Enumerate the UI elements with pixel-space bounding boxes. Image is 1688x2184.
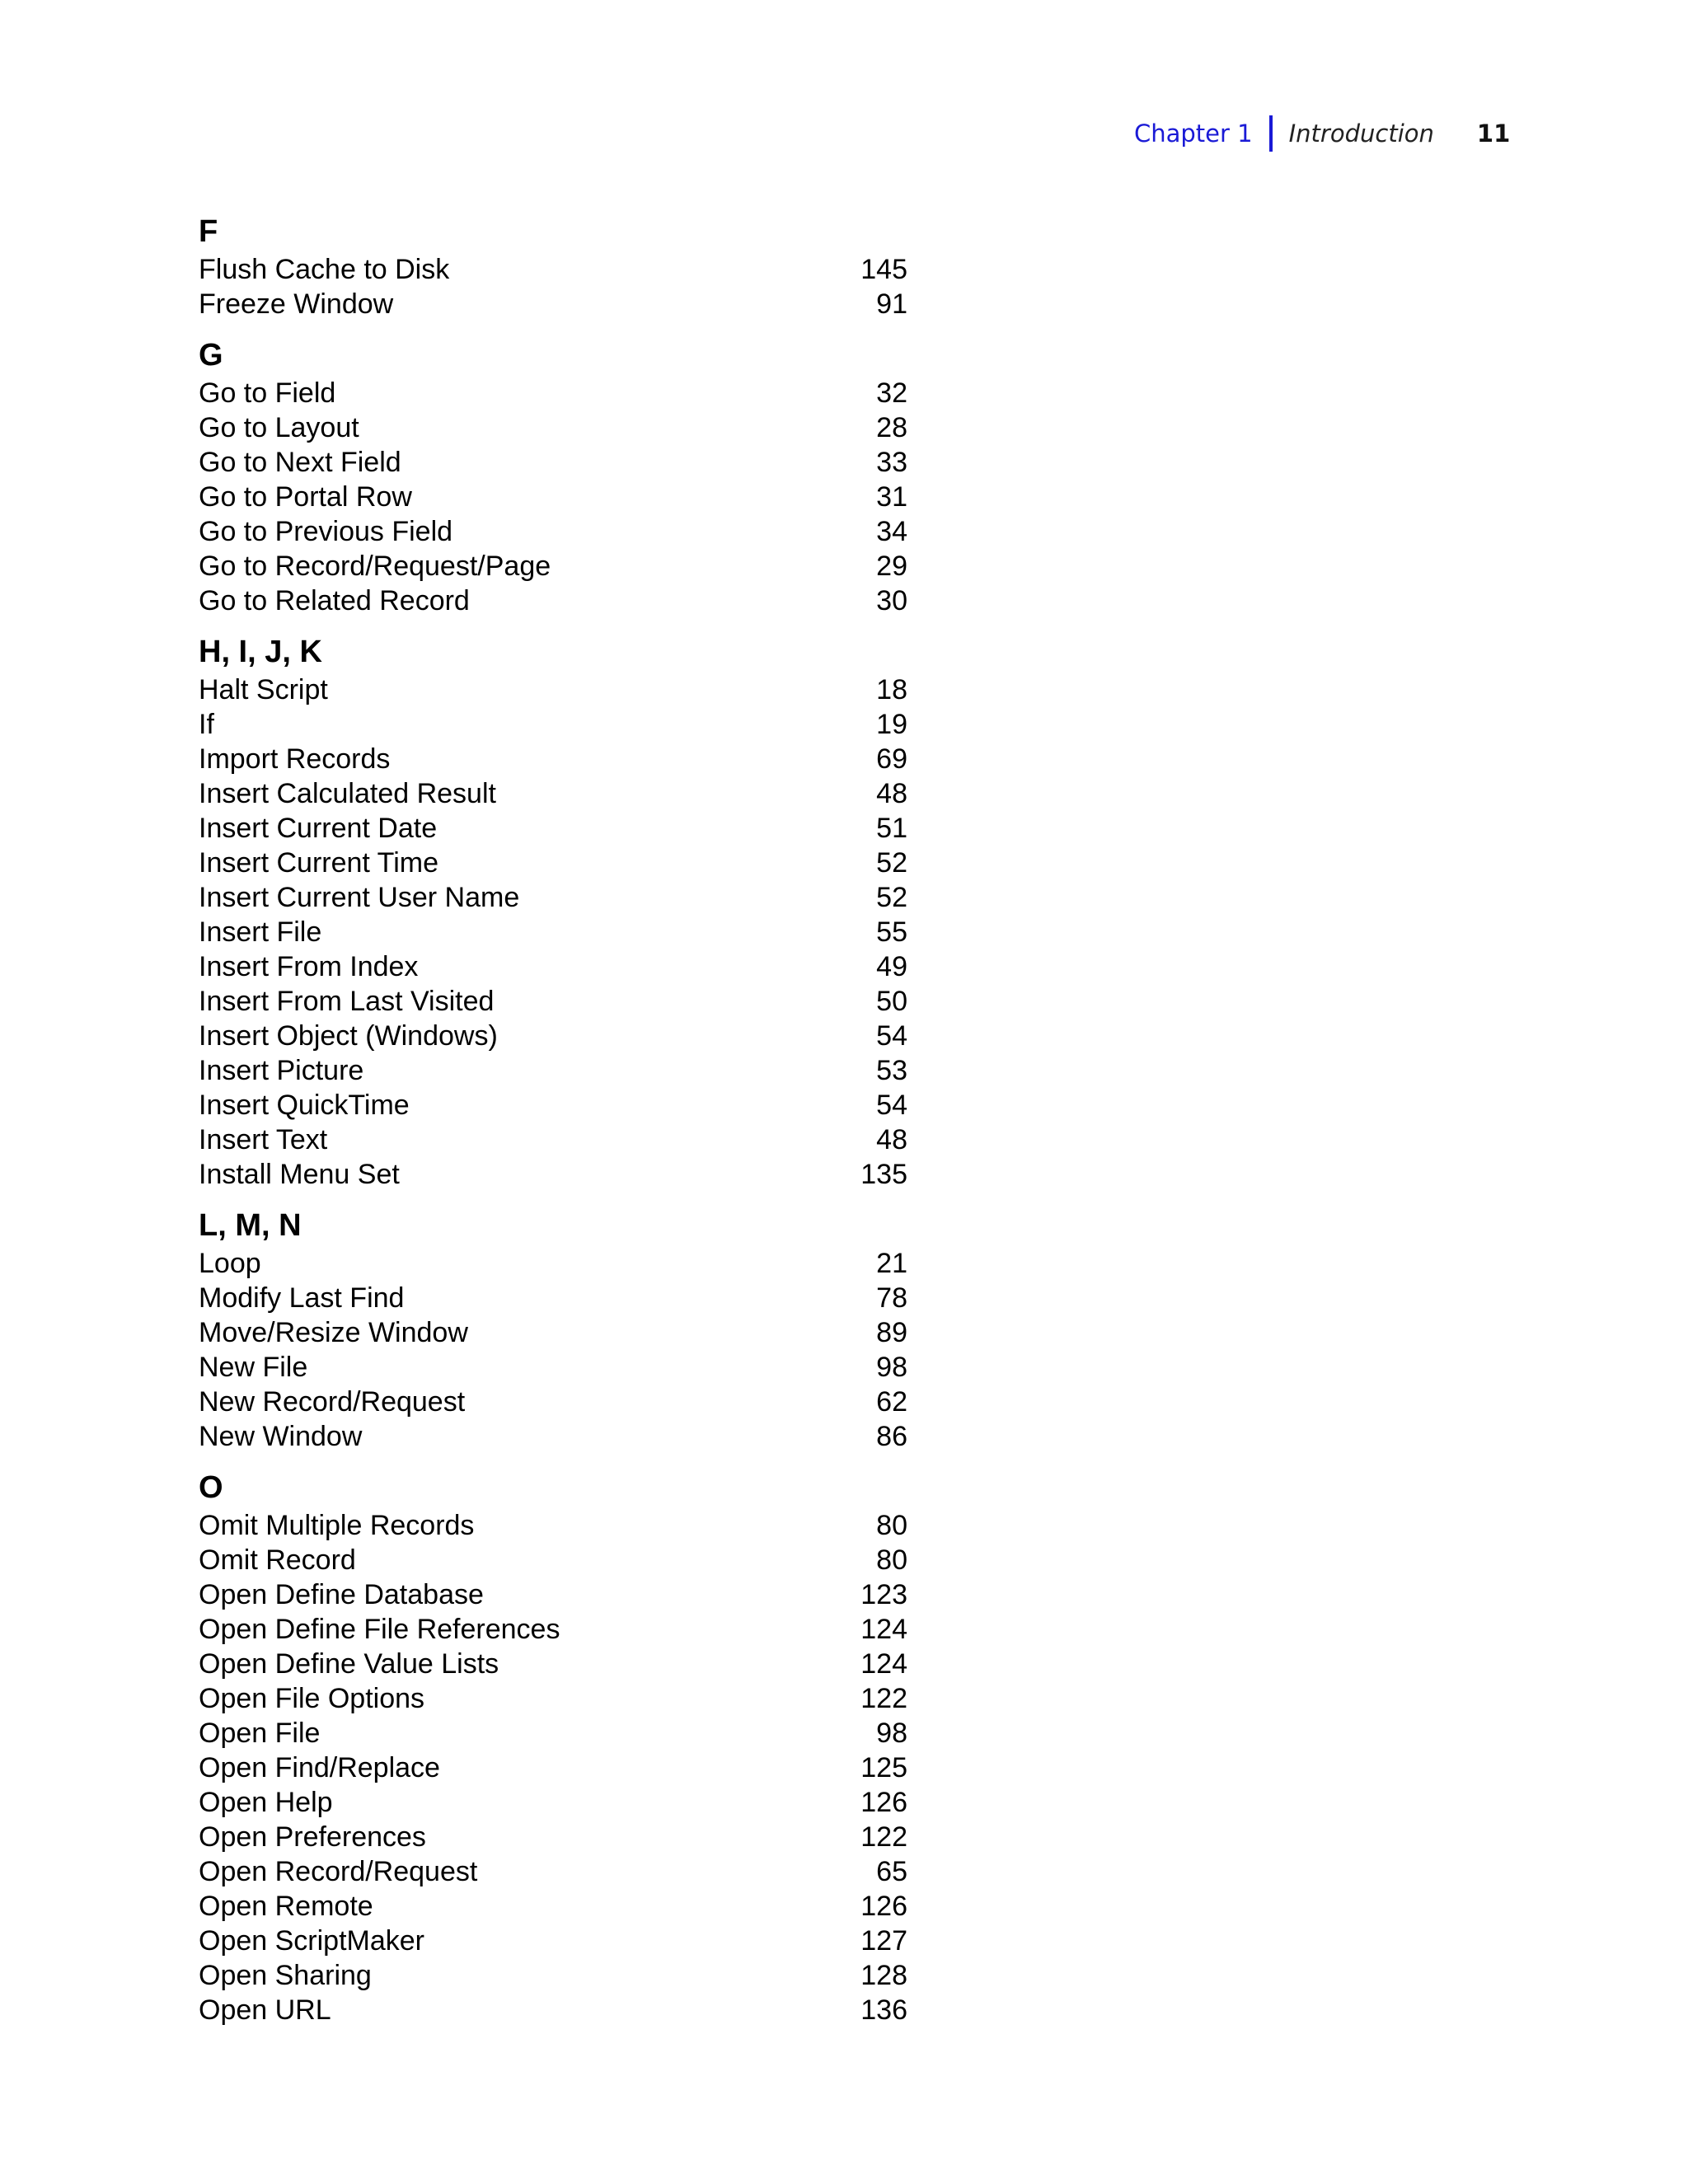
entry-page-number: 91 — [876, 288, 907, 320]
index-entry — [199, 1785, 907, 1820]
entry-page-number: 54 — [876, 1020, 907, 1052]
entry-label: Go to Next Field — [199, 447, 401, 478]
entry-label: Insert Text — [199, 1124, 328, 1155]
entry-label: Move/Resize Window — [199, 1317, 468, 1348]
index-entry — [199, 846, 907, 880]
index-entry — [199, 1350, 907, 1385]
entry-label: Modify Last Find — [199, 1282, 405, 1314]
index-entry — [199, 1577, 907, 1612]
chapter-title: Introduction — [1288, 119, 1434, 148]
index-entry — [199, 1246, 907, 1281]
index-entry — [199, 1053, 907, 1088]
entry-page-number: 29 — [876, 551, 907, 582]
entry-page-number: 78 — [876, 1282, 907, 1314]
index-entry — [199, 1508, 907, 1543]
entry-page-number: 30 — [876, 585, 907, 616]
entry-label: Open Help — [199, 1787, 333, 1818]
entry-page-number: 31 — [876, 481, 907, 513]
entry-page-number: 89 — [876, 1317, 907, 1348]
entry-label: Open ScriptMaker — [199, 1925, 424, 1957]
entry-page-number: 52 — [876, 847, 907, 879]
entry-label: If — [199, 709, 214, 740]
entry-page-number: 21 — [876, 1248, 907, 1279]
entry-page-number: 136 — [860, 1994, 907, 2026]
index-entry — [199, 1419, 907, 1454]
entry-label: Insert QuickTime — [199, 1090, 410, 1121]
entry-label: Insert Calculated Result — [199, 778, 496, 809]
section-letter-heading: O — [199, 1470, 223, 1505]
index-entry — [199, 1750, 907, 1785]
entry-page-number: 48 — [876, 1124, 907, 1155]
index-entry — [199, 583, 907, 618]
entry-label: Open File Options — [199, 1683, 425, 1714]
entry-page-number: 28 — [876, 412, 907, 443]
index-entry — [199, 949, 907, 984]
entry-label: Go to Record/Request/Page — [199, 551, 551, 582]
index-entry — [199, 1820, 907, 1854]
index-entry — [199, 880, 907, 915]
entry-label: Install Menu Set — [199, 1159, 400, 1190]
entry-label: Open Define Value Lists — [199, 1648, 499, 1680]
index-entry — [199, 1681, 907, 1716]
index-entry — [199, 252, 907, 287]
entry-page-number: 125 — [860, 1752, 907, 1783]
entry-label: Flush Cache to Disk — [199, 254, 450, 285]
index-entry — [199, 480, 907, 514]
index-entry — [199, 673, 907, 707]
index-entry — [199, 1019, 907, 1053]
entry-label: Open Preferences — [199, 1821, 426, 1853]
entry-label: Insert Picture — [199, 1055, 364, 1086]
entry-page-number: 124 — [860, 1648, 907, 1680]
index-entry — [199, 1889, 907, 1924]
index-entry — [199, 1958, 907, 1993]
entry-label: Insert Current Time — [199, 847, 438, 879]
entry-label: Insert Object (Windows) — [199, 1020, 498, 1052]
index-entry — [199, 1924, 907, 1958]
index-entry — [199, 445, 907, 480]
entry-label: Go to Previous Field — [199, 516, 453, 547]
entry-label: Go to Field — [199, 377, 336, 409]
entry-page-number: 86 — [876, 1421, 907, 1452]
index-entry — [199, 742, 907, 776]
entry-page-number: 122 — [860, 1683, 907, 1714]
index-entry — [199, 1993, 907, 2027]
index-entry — [199, 1716, 907, 1750]
entry-page-number: 127 — [860, 1925, 907, 1957]
index-entry — [199, 1647, 907, 1681]
index-entry — [199, 984, 907, 1019]
entry-label: Insert Current User Name — [199, 882, 520, 913]
index-entry — [199, 1315, 907, 1350]
entry-page-number: 48 — [876, 778, 907, 809]
index-entry — [199, 776, 907, 811]
index-section — [199, 211, 907, 321]
section-letter-heading: L, M, N — [199, 1208, 302, 1243]
index-section — [199, 1467, 907, 2027]
entry-page-number: 32 — [876, 377, 907, 409]
index-section — [199, 1205, 907, 1454]
entry-page-number: 62 — [876, 1386, 907, 1418]
entry-label: Go to Portal Row — [199, 481, 412, 513]
entry-page-number: 51 — [876, 813, 907, 844]
entry-label: Omit Record — [199, 1544, 356, 1576]
entry-page-number: 52 — [876, 882, 907, 913]
entry-page-number: 124 — [860, 1614, 907, 1645]
entry-page-number: 122 — [860, 1821, 907, 1853]
index-entry — [199, 707, 907, 742]
entry-label: New Record/Request — [199, 1386, 466, 1418]
entry-label: Open Record/Request — [199, 1856, 478, 1887]
index-entry — [199, 1157, 907, 1192]
entry-page-number: 54 — [876, 1090, 907, 1121]
index-section — [199, 335, 907, 618]
index-entry — [199, 287, 907, 321]
entry-label: Open File — [199, 1718, 321, 1749]
entry-label: Open URL — [199, 1994, 331, 2026]
index-entry — [199, 1612, 907, 1647]
entry-page-number: 55 — [876, 916, 907, 948]
entry-label: Open Remote — [199, 1891, 373, 1922]
entry-page-number: 98 — [876, 1352, 907, 1383]
entry-label: Halt Script — [199, 674, 328, 705]
entry-page-number: 123 — [860, 1579, 907, 1610]
entry-page-number: 128 — [860, 1960, 907, 1991]
index-list — [199, 211, 907, 2027]
index-entry — [199, 514, 907, 549]
index-entry — [199, 1088, 907, 1122]
entry-label: Open Define Database — [199, 1579, 484, 1610]
entry-label: Insert File — [199, 916, 322, 948]
page-number: 11 — [1476, 119, 1511, 148]
entry-page-number: 126 — [860, 1787, 907, 1818]
index-entry — [199, 1122, 907, 1157]
entry-label: Go to Layout — [199, 412, 359, 443]
entry-label: Import Records — [199, 743, 391, 775]
entry-label: Insert Current Date — [199, 813, 438, 844]
entry-page-number: 34 — [876, 516, 907, 547]
entry-label: Freeze Window — [199, 288, 394, 320]
section-letter-heading: G — [199, 338, 223, 373]
entry-page-number: 126 — [860, 1891, 907, 1922]
index-section — [199, 631, 907, 1192]
chapter-label: Chapter 1 — [1134, 119, 1253, 148]
index-entry — [199, 1543, 907, 1577]
section-letter-heading: H, I, J, K — [199, 635, 322, 669]
index-entry — [199, 1854, 907, 1889]
entry-label: Go to Related Record — [199, 585, 470, 616]
entry-label: Loop — [199, 1248, 261, 1279]
section-letter-heading: F — [199, 214, 218, 249]
running-header — [1134, 114, 1510, 153]
entry-page-number: 80 — [876, 1544, 907, 1576]
entry-page-number: 19 — [876, 709, 907, 740]
entry-page-number: 50 — [876, 986, 907, 1017]
entry-page-number: 98 — [876, 1718, 907, 1749]
entry-label: Insert From Index — [199, 951, 419, 982]
entry-label: Open Define File References — [199, 1614, 560, 1645]
entry-label: New Window — [199, 1421, 363, 1452]
entry-page-number: 33 — [876, 447, 907, 478]
index-entry — [199, 811, 907, 846]
entry-label: New File — [199, 1352, 308, 1383]
entry-label: Insert From Last Visited — [199, 986, 495, 1017]
entry-page-number: 69 — [876, 743, 907, 775]
entry-label: Open Find/Replace — [199, 1752, 440, 1783]
index-entry — [199, 376, 907, 410]
index-entry — [199, 915, 907, 949]
entry-page-number: 49 — [876, 951, 907, 982]
entry-label: Omit Multiple Records — [199, 1510, 475, 1541]
index-entry — [199, 1385, 907, 1419]
entry-page-number: 65 — [876, 1856, 907, 1887]
index-entry — [199, 549, 907, 583]
entry-page-number: 80 — [876, 1510, 907, 1541]
entry-label: Open Sharing — [199, 1960, 372, 1991]
entry-page-number: 53 — [876, 1055, 907, 1086]
header-divider — [1269, 115, 1273, 152]
entry-page-number: 18 — [876, 674, 907, 705]
entry-page-number: 145 — [860, 254, 907, 285]
entry-page-number: 135 — [860, 1159, 907, 1190]
index-entry — [199, 410, 907, 445]
index-entry — [199, 1281, 907, 1315]
